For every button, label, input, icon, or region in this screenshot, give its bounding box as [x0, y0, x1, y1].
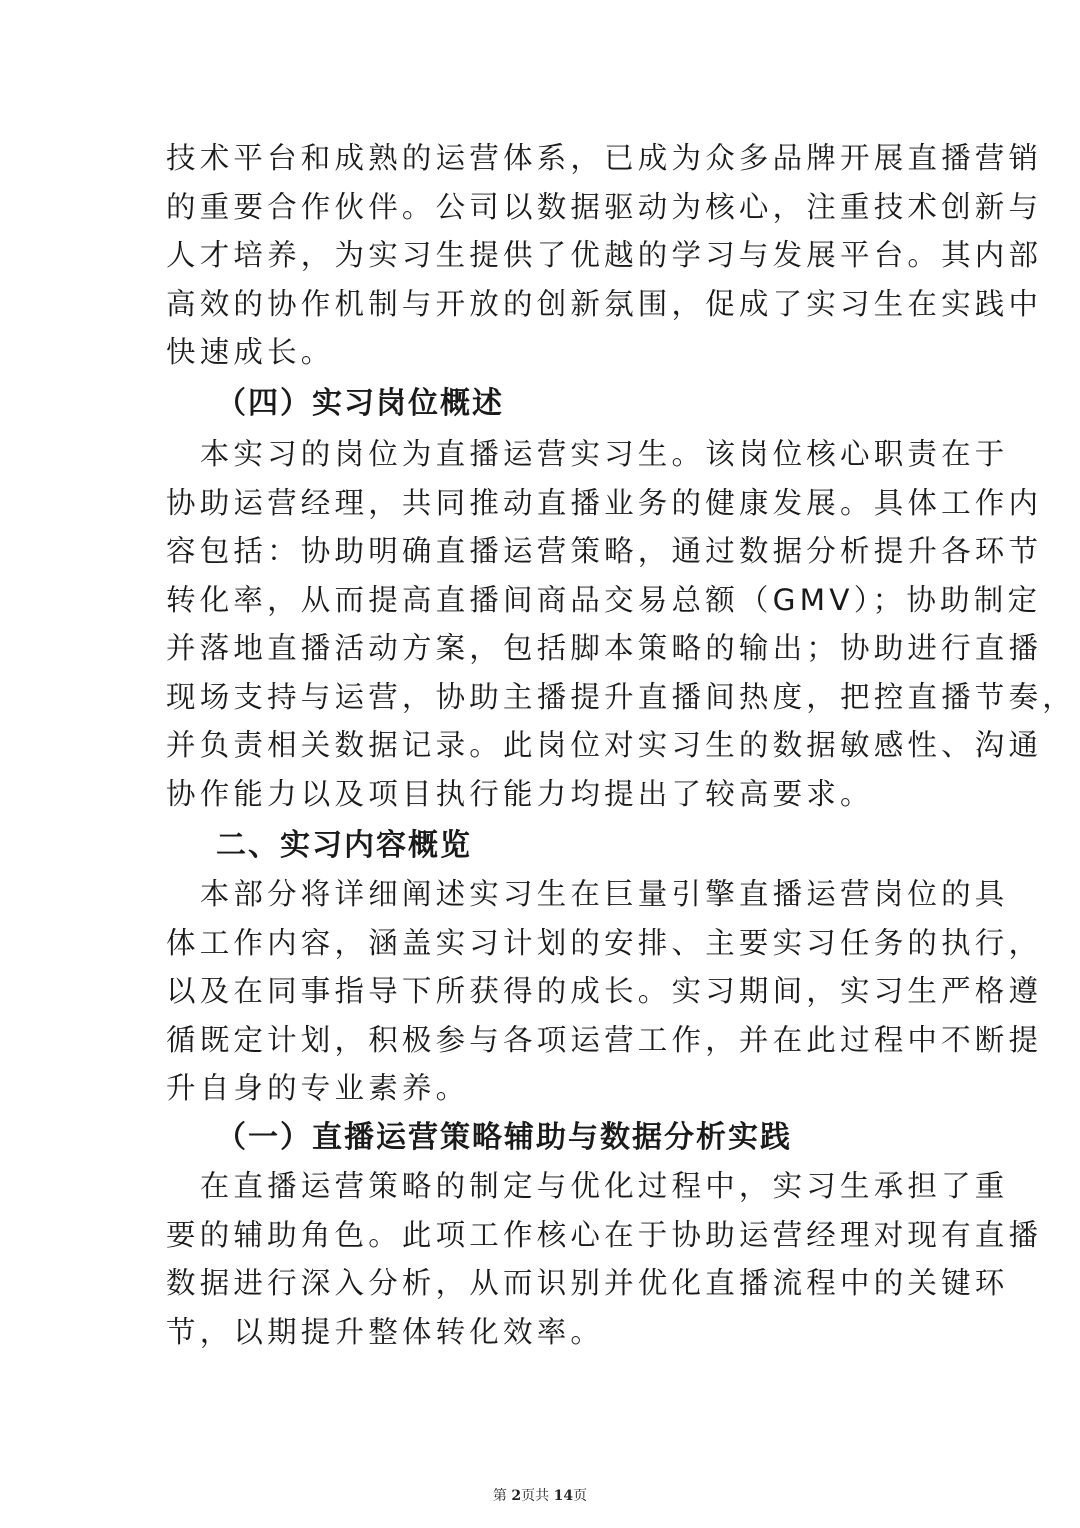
- section-heading-content-overview: 二、实习内容概览: [216, 828, 472, 863]
- text-line: 要的辅助角色。此项工作核心在于协助运营经理对现有直播: [166, 1217, 1043, 1252]
- text-line: 在直播运营策略的制定与优化过程中，实习生承担了重: [166, 1169, 1009, 1203]
- text-line: 循既定计划，积极参与各项运营工作，并在此过程中不断提: [166, 1022, 1043, 1057]
- text-line: 以及在同事指导下所获得的成长。实习期间，实习生严格遵: [166, 974, 1043, 1008]
- footer-suffix: 页: [573, 1488, 588, 1504]
- text-line: 节，以期提升整体转化效率。: [166, 1314, 605, 1349]
- footer-middle: 页共: [521, 1488, 554, 1504]
- text-line: 的重要合作伙伴。公司以数据驱动为核心，注重技术创新与: [166, 189, 1043, 224]
- paragraph-company-intro: [166, 134, 1043, 377]
- text-line: 协作能力以及项目执行能力均提出了较高要求。: [166, 776, 874, 811]
- text-line: 容包括：协助明确直播运营策略，通过数据分析提升各环节: [166, 534, 1043, 568]
- section-heading-internship-role: （四）实习岗位概述: [216, 386, 504, 421]
- paragraph-content-overview: [166, 870, 1043, 1113]
- footer-prefix: 第: [492, 1488, 512, 1504]
- text-line: 现场支持与运营，协助主播提升直播间热度，把控直播节奏，: [166, 679, 1076, 714]
- text-line: 升自身的专业素养。: [166, 1071, 470, 1105]
- section-heading-strategy-analysis: （一）直播运营策略辅助与数据分析实践: [216, 1120, 792, 1155]
- page-footer: [0, 1486, 1080, 1506]
- text-line: 本部分将详细阐述实习生在巨量引擎直播运营岗位的具: [166, 877, 1009, 911]
- text-line: 快速成长。: [166, 335, 335, 369]
- text-line: 体工作内容，涵盖实习计划的安排、主要实习任务的执行，: [166, 925, 1043, 960]
- total-pages-number: 14: [553, 1488, 574, 1504]
- text-line: 转化率，从而提高直播间商品交易总额（GMV）；协助制定: [166, 582, 1042, 617]
- paragraph-role-description: [166, 430, 1076, 818]
- current-page-number: 2: [511, 1488, 522, 1504]
- text-line: 高效的协作机制与开放的创新氛围，促成了实习生在实践中: [166, 286, 1043, 321]
- paragraph-strategy-analysis: [166, 1162, 1043, 1356]
- text-line: 并负责相关数据记录。此岗位对实习生的数据敏感性、沟通: [166, 728, 1043, 762]
- text-line: 本实习的岗位为直播运营实习生。该岗位核心职责在于: [166, 437, 1009, 471]
- text-line: 技术平台和成熟的运营体系，已成为众多品牌开展直播营销: [166, 141, 1043, 175]
- text-line: 数据进行深入分析，从而识别并优化直播流程中的关键环: [166, 1266, 1009, 1300]
- text-line: 人才培养，为实习生提供了优越的学习与发展平台。其内部: [166, 238, 1043, 272]
- text-line: 协助运营经理，共同推动直播业务的健康发展。具体工作内: [166, 485, 1043, 520]
- text-line: 并落地直播活动方案，包括脚本策略的输出；协助进行直播: [166, 631, 1043, 665]
